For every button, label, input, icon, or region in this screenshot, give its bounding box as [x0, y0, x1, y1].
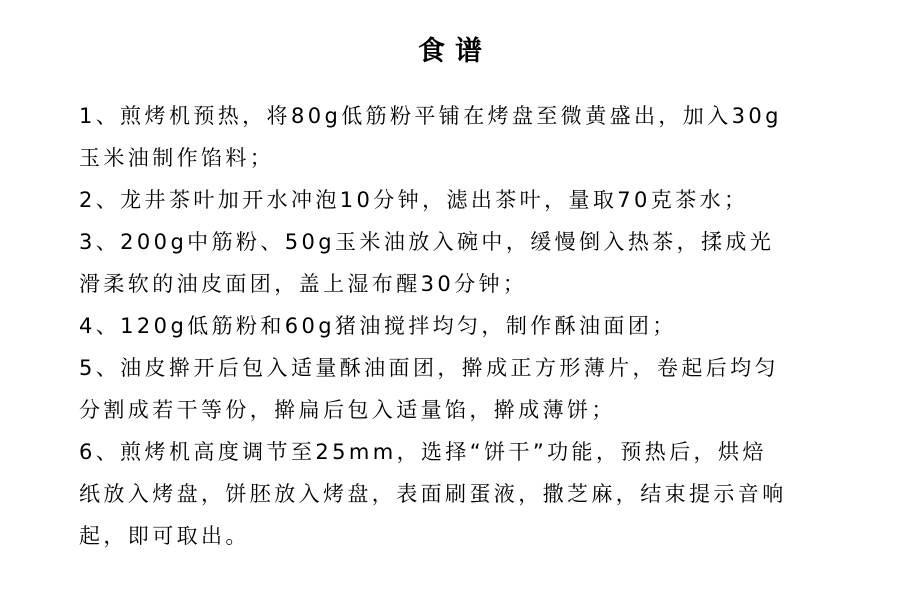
step-1-line-1: 1、煎烤机预热，将80g低筋粉平铺在烤盘至微黄盛出，加入30g: [79, 104, 782, 128]
step-6-line-3: 起，即可取出。: [79, 524, 250, 548]
step-5-line-2: 分割成若干等份，擀扁后包入适量馅，擀成薄饼；: [79, 398, 616, 422]
step-4-line-1: 4、120g低筋粉和60g猪油搅拌均匀，制作酥油面团；: [79, 314, 677, 338]
step-1-line-2: 玉米油制作馅料；: [79, 146, 275, 170]
step-6-line-1: 6、煎烤机高度调节至25mm，选择“饼干”功能，预热后，烘焙: [79, 440, 767, 464]
step-2-line-1: 2、龙井茶叶加开水冲泡10分钟，滤出茶叶，量取70克茶水；: [79, 188, 749, 212]
step-3-line-2: 滑柔软的油皮面团，盖上湿布醒30分钟；: [79, 272, 528, 296]
step-5-line-1: 5、油皮擀开后包入适量酥油面团，擀成正方形薄片，卷起后均匀: [79, 356, 779, 380]
page-title: 食谱: [418, 36, 492, 67]
step-6-line-2: 纸放入烤盘，饼胚放入烤盘，表面刷蛋液，撒芝麻，结束提示音响: [79, 482, 787, 506]
step-3-line-1: 3、200g中筋粉、50g玉米油放入碗中，缓慢倒入热茶，揉成光: [79, 230, 775, 254]
recipe-steps: [79, 95, 839, 557]
